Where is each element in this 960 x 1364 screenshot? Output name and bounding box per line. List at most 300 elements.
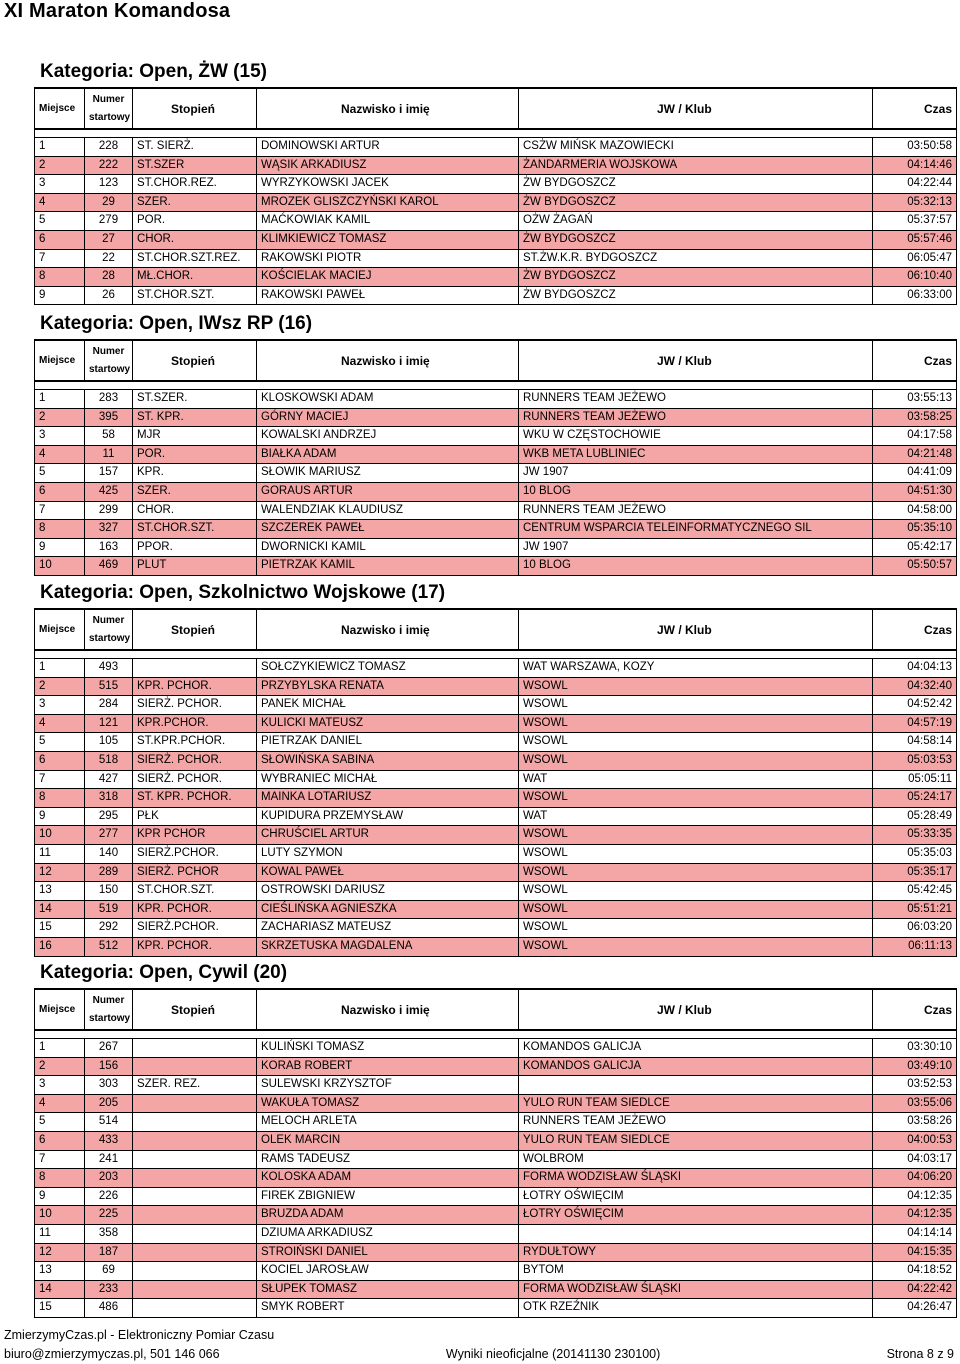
table-row <box>35 286 957 305</box>
cell-number: 395 <box>85 408 133 427</box>
cell-number: 469 <box>85 557 133 576</box>
cell-name: KOCIEL JAROSŁAW <box>257 1262 519 1281</box>
cell-number: 203 <box>85 1169 133 1188</box>
cell-place: 8 <box>35 789 85 808</box>
cell-time: 05:57:46 <box>873 230 957 249</box>
footer-status: Wyniki nieoficjalne (20141130 230100) <box>445 1347 661 1361</box>
cell-rank <box>133 1262 257 1281</box>
cell-time: 05:24:17 <box>873 789 957 808</box>
cell-club: WSOWL <box>519 882 873 901</box>
cell-number: 150 <box>85 882 133 901</box>
header-place: Miejsce <box>35 340 85 381</box>
cell-club: WSOWL <box>519 900 873 919</box>
cell-time: 04:22:42 <box>873 1280 957 1299</box>
header-spacer <box>35 1030 957 1039</box>
cell-number: 486 <box>85 1299 133 1318</box>
cell-number: 121 <box>85 714 133 733</box>
cell-club: WKB META LUBLINIEC <box>519 445 873 464</box>
header-number-bottom: startowy <box>89 112 131 123</box>
cell-number: 187 <box>85 1243 133 1262</box>
header-name: Nazwisko i imię <box>257 340 519 381</box>
cell-rank: ST.SZER. <box>133 390 257 409</box>
header-place: Miejsce <box>35 989 85 1030</box>
cell-place: 9 <box>35 1187 85 1206</box>
cell-number: 267 <box>85 1039 133 1058</box>
header-club: JW / Klub <box>519 989 873 1030</box>
header-spacer <box>35 381 957 390</box>
header-place: Miejsce <box>35 88 85 129</box>
cell-number: 205 <box>85 1094 133 1113</box>
table-header <box>35 88 957 129</box>
cell-place: 10 <box>35 1206 85 1225</box>
table-row <box>35 520 957 539</box>
cell-name: WAKUŁA TOMASZ <box>257 1094 519 1113</box>
cell-place: 7 <box>35 770 85 789</box>
cell-rank: SIERŻ. PCHOR <box>133 863 257 882</box>
table-row <box>35 1187 957 1206</box>
cell-place: 4 <box>35 1094 85 1113</box>
cell-place: 4 <box>35 445 85 464</box>
cell-name: SOŁCZYKIEWICZ TOMASZ <box>257 659 519 678</box>
cell-name: SŁOWIŃSKA SABINA <box>257 751 519 770</box>
header-number-top: Numer <box>92 615 125 626</box>
cell-time: 05:51:21 <box>873 900 957 919</box>
cell-number: 327 <box>85 520 133 539</box>
cell-time: 04:17:58 <box>873 427 957 446</box>
cell-place: 1 <box>35 138 85 157</box>
table-row <box>35 212 957 231</box>
cell-club: OTK RZEŹNIK <box>519 1299 873 1318</box>
table-row <box>35 482 957 501</box>
cell-name: MAĆKOWIAK KAMIL <box>257 212 519 231</box>
cell-rank: PPOR. <box>133 538 257 557</box>
table-header <box>35 340 957 381</box>
cell-number: 157 <box>85 464 133 483</box>
cell-name: BRUZDA ADAM <box>257 1206 519 1225</box>
cell-time: 04:52:42 <box>873 696 957 715</box>
cell-number: 292 <box>85 919 133 938</box>
table-row <box>35 900 957 919</box>
cell-name: KOWAL PAWEŁ <box>257 863 519 882</box>
cell-name: WALENDZIAK KLAUDIUSZ <box>257 501 519 520</box>
cell-number: 303 <box>85 1076 133 1095</box>
cell-number: 140 <box>85 844 133 863</box>
cell-rank: SIERŻ. PCHOR. <box>133 696 257 715</box>
cell-time: 05:33:35 <box>873 826 957 845</box>
cell-number: 515 <box>85 677 133 696</box>
table-row <box>35 826 957 845</box>
header-rank: Stopień <box>133 88 257 129</box>
cell-rank: KPR.PCHOR. <box>133 714 257 733</box>
cell-place: 4 <box>35 193 85 212</box>
cell-club: CENTRUM WSPARCIA TELEINFORMATYCZNEGO SIL <box>519 520 873 539</box>
cell-place: 9 <box>35 286 85 305</box>
category-section <box>34 56 956 305</box>
cell-time: 06:03:20 <box>873 919 957 938</box>
cell-club: 10 BLOG <box>519 557 873 576</box>
table-row <box>35 501 957 520</box>
cell-rank: ST.KPR.PCHOR. <box>133 733 257 752</box>
table-row <box>35 751 957 770</box>
cell-time: 05:35:03 <box>873 844 957 863</box>
cell-name: ZACHARIASZ MATEUSZ <box>257 919 519 938</box>
header-rank: Stopień <box>133 609 257 650</box>
cell-rank <box>133 1224 257 1243</box>
cell-club: ST.ŻW.K.R. BYDGOSZCZ <box>519 249 873 268</box>
cell-time: 05:42:17 <box>873 538 957 557</box>
cell-number: 318 <box>85 789 133 808</box>
cell-number: 289 <box>85 863 133 882</box>
header-rank: Stopień <box>133 340 257 381</box>
cell-time: 06:10:40 <box>873 268 957 287</box>
cell-number: 283 <box>85 390 133 409</box>
table-row <box>35 249 957 268</box>
footer-page: Strona 8 z 9 <box>886 1347 954 1361</box>
cell-rank: ST.CHOR.SZT. <box>133 286 257 305</box>
header-name: Nazwisko i imię <box>257 609 519 650</box>
header-club: JW / Klub <box>519 609 873 650</box>
cell-club: WSOWL <box>519 696 873 715</box>
cell-rank <box>133 1094 257 1113</box>
cell-number: 225 <box>85 1206 133 1225</box>
header-number-top: Numer <box>92 94 125 105</box>
table-header <box>35 609 957 650</box>
cell-number: 26 <box>85 286 133 305</box>
cell-place: 10 <box>35 826 85 845</box>
cell-name: KLIMKIEWICZ TOMASZ <box>257 230 519 249</box>
cell-name: WYRZYKOWSKI JACEK <box>257 175 519 194</box>
cell-number: 58 <box>85 427 133 446</box>
cell-time: 05:35:17 <box>873 863 957 882</box>
category-heading: Kategoria: Open, Cywil (20) <box>40 962 288 983</box>
cell-time: 03:30:10 <box>873 1039 957 1058</box>
cell-name: SŁUPEK TOMASZ <box>257 1280 519 1299</box>
header-number-top: Numer <box>92 346 125 357</box>
cell-club: WSOWL <box>519 844 873 863</box>
cell-place: 10 <box>35 557 85 576</box>
cell-name: PRZYBYLSKA RENATA <box>257 677 519 696</box>
cell-time: 04:12:35 <box>873 1187 957 1206</box>
cell-name: KOLOSKA ADAM <box>257 1169 519 1188</box>
cell-club: 10 BLOG <box>519 482 873 501</box>
cell-time: 03:58:26 <box>873 1113 957 1132</box>
cell-number: 163 <box>85 538 133 557</box>
cell-name: FIREK ZBIGNIEW <box>257 1187 519 1206</box>
cell-place: 3 <box>35 175 85 194</box>
cell-time: 03:58:25 <box>873 408 957 427</box>
cell-name: MAINKA LOTARIUSZ <box>257 789 519 808</box>
cell-name: SZCZEREK PAWEŁ <box>257 520 519 539</box>
cell-number: 28 <box>85 268 133 287</box>
cell-number: 493 <box>85 659 133 678</box>
table-row <box>35 789 957 808</box>
cell-number: 518 <box>85 751 133 770</box>
cell-number: 222 <box>85 156 133 175</box>
cell-name: OSTROWSKI DARIUSZ <box>257 882 519 901</box>
cell-number: 11 <box>85 445 133 464</box>
cell-place: 14 <box>35 900 85 919</box>
cell-club: WSOWL <box>519 863 873 882</box>
table-row <box>35 538 957 557</box>
cell-rank <box>133 1243 257 1262</box>
cell-place: 3 <box>35 1076 85 1095</box>
cell-name: CIEŚLIŃSKA AGNIESZKA <box>257 900 519 919</box>
cell-rank: ST.SZER <box>133 156 257 175</box>
cell-rank <box>133 1299 257 1318</box>
cell-rank: ST.CHOR.SZT. <box>133 882 257 901</box>
header-name: Nazwisko i imię <box>257 88 519 129</box>
cell-club: FORMA WODZISŁAW ŚLĄSKI <box>519 1169 873 1188</box>
cell-place: 7 <box>35 1150 85 1169</box>
cell-rank <box>133 1169 257 1188</box>
cell-club: RYDUŁTOWY <box>519 1243 873 1262</box>
cell-club: RUNNERS TEAM JEŻEWO <box>519 390 873 409</box>
table-row <box>35 230 957 249</box>
cell-rank: PŁK <box>133 807 257 826</box>
table-row <box>35 733 957 752</box>
table-row <box>35 1224 957 1243</box>
table-row <box>35 1131 957 1150</box>
table-row <box>35 445 957 464</box>
cell-place: 16 <box>35 937 85 956</box>
cell-club: WSOWL <box>519 714 873 733</box>
cell-number: 228 <box>85 138 133 157</box>
category-heading: Kategoria: Open, Szkolnictwo Wojskowe (17) <box>40 582 446 603</box>
table-row <box>35 696 957 715</box>
cell-name: BIAŁKA ADAM <box>257 445 519 464</box>
results-table <box>34 87 957 305</box>
cell-place: 11 <box>35 844 85 863</box>
cell-name: DZIUMA ARKADIUSZ <box>257 1224 519 1243</box>
cell-rank <box>133 1150 257 1169</box>
cell-place: 1 <box>35 659 85 678</box>
cell-place: 7 <box>35 501 85 520</box>
cell-time: 04:22:44 <box>873 175 957 194</box>
category-heading: Kategoria: Open, IWsz RP (16) <box>40 313 313 334</box>
cell-place: 13 <box>35 882 85 901</box>
cell-place: 9 <box>35 807 85 826</box>
cell-time: 05:42:45 <box>873 882 957 901</box>
cell-number: 233 <box>85 1280 133 1299</box>
table-row <box>35 268 957 287</box>
table-row <box>35 807 957 826</box>
cell-club: ŻW BYDGOSZCZ <box>519 268 873 287</box>
cell-time: 04:14:14 <box>873 1224 957 1243</box>
cell-rank <box>133 1187 257 1206</box>
header-club: JW / Klub <box>519 88 873 129</box>
cell-club: RUNNERS TEAM JEŻEWO <box>519 501 873 520</box>
cell-time: 05:28:49 <box>873 807 957 826</box>
cell-club: WSOWL <box>519 677 873 696</box>
table-row <box>35 1299 957 1318</box>
header-number <box>85 340 133 381</box>
cell-rank: PLUT <box>133 557 257 576</box>
cell-time: 04:18:52 <box>873 1262 957 1281</box>
cell-time: 04:51:30 <box>873 482 957 501</box>
cell-place: 6 <box>35 751 85 770</box>
cell-place: 2 <box>35 408 85 427</box>
cell-time: 04:32:40 <box>873 677 957 696</box>
cell-time: 03:52:53 <box>873 1076 957 1095</box>
cell-time: 03:55:13 <box>873 390 957 409</box>
cell-place: 2 <box>35 156 85 175</box>
cell-name: DOMINOWSKI ARTUR <box>257 138 519 157</box>
cell-place: 3 <box>35 427 85 446</box>
cell-rank: KPR. PCHOR. <box>133 677 257 696</box>
cell-club: ŻW BYDGOSZCZ <box>519 175 873 194</box>
cell-place: 5 <box>35 464 85 483</box>
cell-rank: ST.CHOR.REZ. <box>133 175 257 194</box>
cell-rank: CHOR. <box>133 501 257 520</box>
category-section <box>34 308 956 576</box>
cell-place: 12 <box>35 863 85 882</box>
cell-club: ŻW BYDGOSZCZ <box>519 193 873 212</box>
cell-time: 06:11:13 <box>873 937 957 956</box>
table-row <box>35 138 957 157</box>
footer-company: ZmierzymyCzas.pl - Elektroniczny Pomiar Czasu <box>4 1328 275 1342</box>
cell-club: WSOWL <box>519 937 873 956</box>
header-time: Czas <box>873 989 957 1030</box>
results-table <box>34 339 957 576</box>
cell-name: KULIŃSKI TOMASZ <box>257 1039 519 1058</box>
table-row <box>35 557 957 576</box>
cell-name: PIETRZAK KAMIL <box>257 557 519 576</box>
cell-place: 15 <box>35 919 85 938</box>
cell-number: 22 <box>85 249 133 268</box>
cell-number: 514 <box>85 1113 133 1132</box>
cell-time: 05:50:57 <box>873 557 957 576</box>
table-row <box>35 193 957 212</box>
cell-rank: KPR PCHOR <box>133 826 257 845</box>
cell-time: 04:26:47 <box>873 1299 957 1318</box>
table-row <box>35 175 957 194</box>
cell-name: STROIŃSKI DANIEL <box>257 1243 519 1262</box>
cell-rank <box>133 1039 257 1058</box>
cell-name: SKRZETUSKA MAGDALENA <box>257 937 519 956</box>
cell-club: YULO RUN TEAM SIEDLCE <box>519 1131 873 1150</box>
cell-rank <box>133 1131 257 1150</box>
table-row <box>35 677 957 696</box>
cell-time: 04:04:13 <box>873 659 957 678</box>
table-row <box>35 1057 957 1076</box>
cell-name: GÓRNY MACIEJ <box>257 408 519 427</box>
cell-time: 04:15:35 <box>873 1243 957 1262</box>
cell-name: GORAUS ARTUR <box>257 482 519 501</box>
cell-club: BYTOM <box>519 1262 873 1281</box>
cell-time: 06:33:00 <box>873 286 957 305</box>
table-row <box>35 1169 957 1188</box>
cell-number: 425 <box>85 482 133 501</box>
cell-name: RAKOWSKI PIOTR <box>257 249 519 268</box>
header-number-top: Numer <box>92 995 125 1006</box>
cell-time: 05:35:10 <box>873 520 957 539</box>
document-title: XI Maraton Komandosa <box>4 0 231 22</box>
cell-name: KORAB ROBERT <box>257 1057 519 1076</box>
cell-club: WAT <box>519 807 873 826</box>
cell-place: 9 <box>35 538 85 557</box>
cell-place: 8 <box>35 1169 85 1188</box>
header-club: JW / Klub <box>519 340 873 381</box>
cell-club: RUNNERS TEAM JEŻEWO <box>519 408 873 427</box>
cell-club: JW 1907 <box>519 538 873 557</box>
cell-number: 295 <box>85 807 133 826</box>
category-section <box>34 957 956 1318</box>
cell-time: 04:41:09 <box>873 464 957 483</box>
cell-name: DWORNICKI KAMIL <box>257 538 519 557</box>
cell-rank: ST.CHOR.SZT. <box>133 520 257 539</box>
cell-name: WYBRANIEC MICHAŁ <box>257 770 519 789</box>
table-row <box>35 882 957 901</box>
cell-club: WOLBROM <box>519 1150 873 1169</box>
cell-time: 04:57:19 <box>873 714 957 733</box>
table-row <box>35 1206 957 1225</box>
cell-number: 512 <box>85 937 133 956</box>
cell-name: PIETRZAK DANIEL <box>257 733 519 752</box>
cell-club: ŻW BYDGOSZCZ <box>519 286 873 305</box>
cell-place: 1 <box>35 390 85 409</box>
cell-club: OŻW ŻAGAŃ <box>519 212 873 231</box>
cell-time: 03:49:10 <box>873 1057 957 1076</box>
cell-rank: SZER. <box>133 193 257 212</box>
cell-time: 05:05:11 <box>873 770 957 789</box>
cell-number: 427 <box>85 770 133 789</box>
cell-rank: KPR. <box>133 464 257 483</box>
table-row <box>35 659 957 678</box>
cell-number: 433 <box>85 1131 133 1150</box>
cell-rank: SIERŻ. PCHOR. <box>133 751 257 770</box>
category-section <box>34 577 956 957</box>
cell-place: 1 <box>35 1039 85 1058</box>
cell-club: WSOWL <box>519 826 873 845</box>
cell-club: WAT WARSZAWA, KOZY <box>519 659 873 678</box>
cell-time: 05:37:57 <box>873 212 957 231</box>
cell-number: 277 <box>85 826 133 845</box>
cell-rank: SIERŻ.PCHOR. <box>133 844 257 863</box>
cell-name: OLEK MARCIN <box>257 1131 519 1150</box>
cell-name: KULICKI MATEUSZ <box>257 714 519 733</box>
cell-number: 156 <box>85 1057 133 1076</box>
cell-club: FORMA WODZISŁAW ŚLĄSKI <box>519 1280 873 1299</box>
cell-time: 04:03:17 <box>873 1150 957 1169</box>
cell-place: 2 <box>35 677 85 696</box>
cell-club: JW 1907 <box>519 464 873 483</box>
cell-place: 15 <box>35 1299 85 1318</box>
cell-place: 14 <box>35 1280 85 1299</box>
cell-club: ŁOTRY OŚWIĘCIM <box>519 1206 873 1225</box>
table-row <box>35 714 957 733</box>
cell-time: 04:06:20 <box>873 1169 957 1188</box>
cell-name: SŁOWIK MARIUSZ <box>257 464 519 483</box>
cell-time: 03:55:06 <box>873 1094 957 1113</box>
cell-club: ŻANDARMERIA WOJSKOWA <box>519 156 873 175</box>
cell-number: 279 <box>85 212 133 231</box>
table-row <box>35 863 957 882</box>
cell-club: WAT <box>519 770 873 789</box>
header-name: Nazwisko i imię <box>257 989 519 1030</box>
cell-club: RUNNERS TEAM JEŻEWO <box>519 1113 873 1132</box>
cell-number: 299 <box>85 501 133 520</box>
cell-club: WSOWL <box>519 733 873 752</box>
cell-rank: SIERŻ.PCHOR. <box>133 919 257 938</box>
header-time: Czas <box>873 340 957 381</box>
cell-club: WKU W CZĘSTOCHOWIE <box>519 427 873 446</box>
cell-time: 04:14:46 <box>873 156 957 175</box>
cell-place: 7 <box>35 249 85 268</box>
cell-name: MELOCH ARLETA <box>257 1113 519 1132</box>
cell-place: 4 <box>35 714 85 733</box>
cell-number: 241 <box>85 1150 133 1169</box>
cell-club: ŁOTRY OŚWIĘCIM <box>519 1187 873 1206</box>
